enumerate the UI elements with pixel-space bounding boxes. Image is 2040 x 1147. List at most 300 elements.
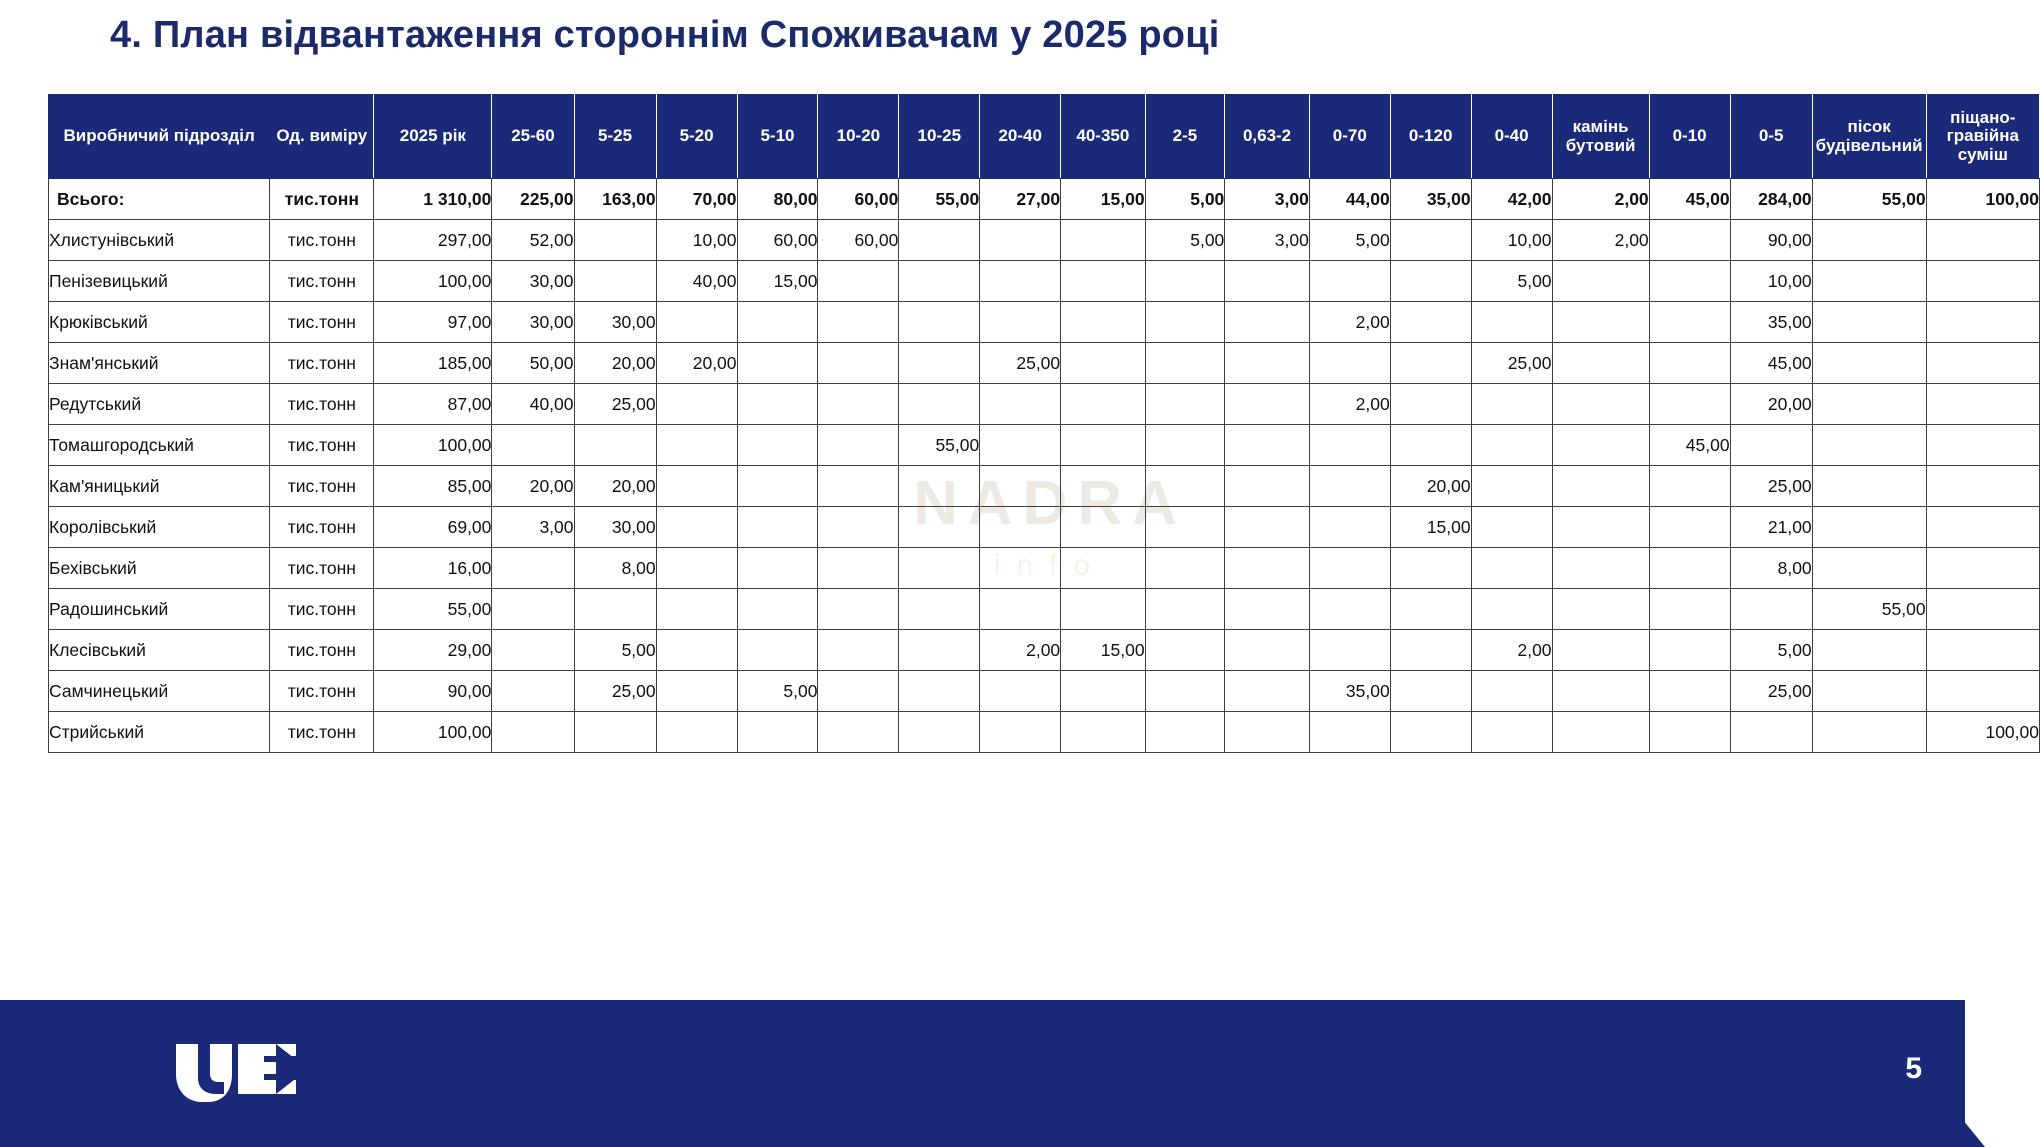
cell-value-17: 35,00 (1730, 302, 1812, 343)
cell-value-12: 2,00 (1309, 302, 1390, 343)
shipment-plan-table-wrapper (48, 94, 2040, 753)
cell-value-18: 55,00 (1812, 589, 1926, 630)
cell-value-9 (1061, 343, 1145, 384)
cell-value-16 (1649, 712, 1730, 753)
cell-value-16 (1649, 261, 1730, 302)
cell-value-3: 25,00 (574, 384, 656, 425)
cell-value-13 (1390, 712, 1471, 753)
cell-value-13: 35,00 (1390, 179, 1471, 220)
cell-value-19: 100,00 (1926, 179, 2039, 220)
cell-value-15 (1552, 343, 1649, 384)
cell-value-13: 15,00 (1390, 507, 1471, 548)
cell-value-14 (1471, 589, 1552, 630)
cell-value-1: 90,00 (374, 671, 492, 712)
cell-value-18 (1812, 343, 1926, 384)
cell-value-8: 27,00 (980, 179, 1061, 220)
cell-value-7 (899, 220, 980, 261)
cell-value-17: 284,00 (1730, 179, 1812, 220)
cell-value-11 (1225, 630, 1310, 671)
cell-value-7 (899, 589, 980, 630)
cell-value-11 (1225, 466, 1310, 507)
table-row (49, 425, 2040, 466)
cell-value-14 (1471, 425, 1552, 466)
cell-unit: тис.тонн (270, 466, 374, 507)
cell-value-4 (656, 302, 737, 343)
cell-value-15: 2,00 (1552, 179, 1649, 220)
cell-value-5 (737, 507, 818, 548)
cell-value-3: 163,00 (574, 179, 656, 220)
table-row (49, 343, 2040, 384)
cell-division-name: Бехівський (49, 548, 270, 589)
cell-value-3: 25,00 (574, 671, 656, 712)
cell-value-5 (737, 384, 818, 425)
cell-value-1: 29,00 (374, 630, 492, 671)
cell-value-7 (899, 384, 980, 425)
cell-value-8 (980, 261, 1061, 302)
cell-value-6 (818, 630, 899, 671)
cell-value-5: 15,00 (737, 261, 818, 302)
cell-division-name: Радошинський (49, 589, 270, 630)
cell-value-17: 20,00 (1730, 384, 1812, 425)
cell-value-17: 25,00 (1730, 466, 1812, 507)
cell-division-name: Томашгородський (49, 425, 270, 466)
cell-value-17: 25,00 (1730, 671, 1812, 712)
cell-value-15 (1552, 261, 1649, 302)
cell-value-8 (980, 220, 1061, 261)
table-row (49, 507, 2040, 548)
cell-value-11: 3,00 (1225, 220, 1310, 261)
cell-value-13 (1390, 384, 1471, 425)
col-header-10-20: 10-20 (818, 95, 899, 179)
cell-value-18 (1812, 220, 1926, 261)
cell-value-9 (1061, 384, 1145, 425)
cell-value-5 (737, 548, 818, 589)
cell-value-8 (980, 712, 1061, 753)
cell-value-4 (656, 466, 737, 507)
cell-value-9 (1061, 302, 1145, 343)
cell-value-3: 5,00 (574, 630, 656, 671)
cell-value-3: 8,00 (574, 548, 656, 589)
col-header-063-2: 0,63-2 (1225, 95, 1310, 179)
cell-value-8 (980, 548, 1061, 589)
cell-value-15 (1552, 384, 1649, 425)
cell-value-17: 45,00 (1730, 343, 1812, 384)
cell-value-12 (1309, 343, 1390, 384)
cell-value-19 (1926, 630, 2039, 671)
col-header-sand-gravel-mix: піщано-гравійна суміш (1926, 95, 2039, 179)
cell-value-4 (656, 425, 737, 466)
col-header-0-10: 0-10 (1649, 95, 1730, 179)
cell-value-1: 16,00 (374, 548, 492, 589)
cell-value-16 (1649, 302, 1730, 343)
cell-value-16: 45,00 (1649, 425, 1730, 466)
col-header-20-40: 20-40 (980, 95, 1061, 179)
cell-value-16 (1649, 671, 1730, 712)
cell-value-12 (1309, 712, 1390, 753)
cell-value-9 (1061, 507, 1145, 548)
cell-value-19 (1926, 261, 2039, 302)
cell-value-13 (1390, 630, 1471, 671)
col-header-0-40: 0-40 (1471, 95, 1552, 179)
cell-value-15 (1552, 671, 1649, 712)
cell-value-15 (1552, 589, 1649, 630)
cell-value-17 (1730, 589, 1812, 630)
cell-value-6: 60,00 (818, 179, 899, 220)
cell-value-13: 20,00 (1390, 466, 1471, 507)
cell-value-1: 87,00 (374, 384, 492, 425)
col-header-10-25: 10-25 (899, 95, 980, 179)
cell-unit: тис.тонн (270, 671, 374, 712)
cell-value-6 (818, 261, 899, 302)
cell-value-15 (1552, 507, 1649, 548)
cell-value-10: 5,00 (1145, 220, 1225, 261)
cell-value-10 (1145, 589, 1225, 630)
cell-value-13 (1390, 589, 1471, 630)
cell-value-1: 185,00 (374, 343, 492, 384)
cell-unit: тис.тонн (270, 712, 374, 753)
cell-unit: тис.тонн (270, 507, 374, 548)
cell-value-15 (1552, 302, 1649, 343)
cell-value-19 (1926, 384, 2039, 425)
cell-value-15 (1552, 548, 1649, 589)
cell-value-2: 30,00 (492, 302, 574, 343)
cell-value-6 (818, 507, 899, 548)
cell-value-5: 60,00 (737, 220, 818, 261)
cell-value-4: 40,00 (656, 261, 737, 302)
cell-value-4 (656, 630, 737, 671)
cell-value-14: 25,00 (1471, 343, 1552, 384)
cell-division-name: Редутський (49, 384, 270, 425)
cell-value-5 (737, 712, 818, 753)
cell-value-3 (574, 425, 656, 466)
cell-value-17: 8,00 (1730, 548, 1812, 589)
cell-value-16 (1649, 343, 1730, 384)
cell-value-18 (1812, 507, 1926, 548)
cell-unit: тис.тонн (270, 630, 374, 671)
cell-value-6 (818, 425, 899, 466)
table-row (49, 179, 2040, 220)
cell-division-name: Всього: (49, 179, 270, 220)
cell-value-10 (1145, 466, 1225, 507)
cell-value-18: 55,00 (1812, 179, 1926, 220)
cell-value-14: 10,00 (1471, 220, 1552, 261)
cell-value-18 (1812, 671, 1926, 712)
cell-value-18 (1812, 425, 1926, 466)
cell-value-7 (899, 343, 980, 384)
cell-value-11: 3,00 (1225, 179, 1310, 220)
table-row (49, 589, 2040, 630)
slide-footer (0, 1000, 2040, 1147)
cell-value-10 (1145, 343, 1225, 384)
cell-value-4 (656, 712, 737, 753)
cell-value-8: 25,00 (980, 343, 1061, 384)
cell-value-7 (899, 548, 980, 589)
cell-value-8 (980, 384, 1061, 425)
shipment-plan-table (48, 94, 2040, 753)
cell-value-14: 2,00 (1471, 630, 1552, 671)
cell-value-2: 52,00 (492, 220, 574, 261)
cell-value-4 (656, 507, 737, 548)
cell-value-7: 55,00 (899, 425, 980, 466)
cell-value-1: 55,00 (374, 589, 492, 630)
cell-value-10 (1145, 384, 1225, 425)
cell-value-1: 100,00 (374, 261, 492, 302)
cell-value-5 (737, 589, 818, 630)
cell-value-9 (1061, 589, 1145, 630)
cell-value-8 (980, 302, 1061, 343)
cell-value-19: 100,00 (1926, 712, 2039, 753)
table-row (49, 302, 2040, 343)
cell-value-5 (737, 302, 818, 343)
cell-value-7 (899, 302, 980, 343)
cell-value-8 (980, 671, 1061, 712)
cell-value-12: 2,00 (1309, 384, 1390, 425)
cell-value-1: 297,00 (374, 220, 492, 261)
cell-value-12 (1309, 630, 1390, 671)
cell-value-13 (1390, 548, 1471, 589)
table-row (49, 384, 2040, 425)
cell-value-5: 80,00 (737, 179, 818, 220)
cell-value-1: 97,00 (374, 302, 492, 343)
cell-value-13 (1390, 220, 1471, 261)
cell-unit: тис.тонн (270, 343, 374, 384)
cell-unit: тис.тонн (270, 384, 374, 425)
cell-value-16 (1649, 589, 1730, 630)
cell-value-2: 50,00 (492, 343, 574, 384)
cell-value-5 (737, 466, 818, 507)
cell-value-2: 40,00 (492, 384, 574, 425)
cell-value-12: 35,00 (1309, 671, 1390, 712)
cell-value-2 (492, 548, 574, 589)
cell-value-3: 20,00 (574, 466, 656, 507)
cell-division-name: Хлистунівський (49, 220, 270, 261)
cell-value-13 (1390, 302, 1471, 343)
table-row (49, 261, 2040, 302)
col-header-division: Виробничий підрозділ (49, 95, 270, 179)
cell-value-13 (1390, 671, 1471, 712)
cell-value-3: 30,00 (574, 302, 656, 343)
cell-value-11 (1225, 302, 1310, 343)
cell-value-14 (1471, 466, 1552, 507)
col-header-0-70: 0-70 (1309, 95, 1390, 179)
cell-value-17: 21,00 (1730, 507, 1812, 548)
cell-value-3 (574, 712, 656, 753)
cell-value-14 (1471, 671, 1552, 712)
col-header-25-60: 25-60 (492, 95, 574, 179)
col-header-year-2025: 2025 рік (374, 95, 492, 179)
cell-value-18 (1812, 384, 1926, 425)
cell-value-19 (1926, 343, 2039, 384)
cell-value-18 (1812, 548, 1926, 589)
cell-value-17 (1730, 712, 1812, 753)
cell-value-8 (980, 425, 1061, 466)
cell-value-14 (1471, 302, 1552, 343)
cell-unit: тис.тонн (270, 302, 374, 343)
cell-value-10 (1145, 507, 1225, 548)
cell-value-7 (899, 466, 980, 507)
cell-value-19 (1926, 548, 2039, 589)
cell-value-11 (1225, 507, 1310, 548)
cell-value-6 (818, 466, 899, 507)
col-header-0-120: 0-120 (1390, 95, 1471, 179)
cell-value-11 (1225, 548, 1310, 589)
cell-unit: тис.тонн (270, 548, 374, 589)
cell-value-2 (492, 671, 574, 712)
cell-value-9 (1061, 261, 1145, 302)
cell-value-9 (1061, 712, 1145, 753)
cell-value-19 (1926, 589, 2039, 630)
cell-unit: тис.тонн (270, 589, 374, 630)
cell-value-10 (1145, 302, 1225, 343)
cell-value-3: 30,00 (574, 507, 656, 548)
cell-value-17: 5,00 (1730, 630, 1812, 671)
cell-value-14 (1471, 548, 1552, 589)
cell-value-18 (1812, 261, 1926, 302)
cell-value-4: 70,00 (656, 179, 737, 220)
cell-value-2 (492, 630, 574, 671)
cell-value-1: 69,00 (374, 507, 492, 548)
table-row (49, 466, 2040, 507)
cell-value-14 (1471, 712, 1552, 753)
col-header-2-5: 2-5 (1145, 95, 1225, 179)
cell-value-12 (1309, 466, 1390, 507)
table-row (49, 671, 2040, 712)
cell-value-11 (1225, 589, 1310, 630)
table-row (49, 548, 2040, 589)
cell-value-11 (1225, 261, 1310, 302)
col-header-5-20: 5-20 (656, 95, 737, 179)
cell-value-8 (980, 507, 1061, 548)
cell-value-4: 10,00 (656, 220, 737, 261)
cell-value-4 (656, 548, 737, 589)
cell-value-7 (899, 712, 980, 753)
cell-value-10: 5,00 (1145, 179, 1225, 220)
cell-value-10 (1145, 261, 1225, 302)
cell-value-19 (1926, 466, 2039, 507)
cell-value-1: 100,00 (374, 712, 492, 753)
cell-division-name: Крюківський (49, 302, 270, 343)
cell-value-18 (1812, 466, 1926, 507)
cell-value-9 (1061, 548, 1145, 589)
cell-value-15 (1552, 425, 1649, 466)
cell-value-14: 42,00 (1471, 179, 1552, 220)
cell-value-9: 15,00 (1061, 179, 1145, 220)
cell-value-2 (492, 589, 574, 630)
cell-value-3 (574, 220, 656, 261)
cell-division-name: Кам'яницький (49, 466, 270, 507)
cell-value-9 (1061, 466, 1145, 507)
cell-division-name: Стрийський (49, 712, 270, 753)
cell-value-1: 1 310,00 (374, 179, 492, 220)
watermark-sub-text: info (993, 549, 1107, 582)
cell-value-4 (656, 671, 737, 712)
cell-value-14 (1471, 384, 1552, 425)
page-title: 4. План відвантаження стороннім Споживачам у 2025 році (110, 14, 1220, 56)
cell-unit: тис.тонн (270, 220, 374, 261)
cell-value-4: 20,00 (656, 343, 737, 384)
col-header-5-10: 5-10 (737, 95, 818, 179)
cell-value-12 (1309, 507, 1390, 548)
cell-division-name: Знам'янський (49, 343, 270, 384)
col-header-rubble-stone: камінь бутовий (1552, 95, 1649, 179)
cell-value-6 (818, 712, 899, 753)
cell-value-1: 85,00 (374, 466, 492, 507)
cell-value-9: 15,00 (1061, 630, 1145, 671)
cell-value-9 (1061, 671, 1145, 712)
cell-value-10 (1145, 712, 1225, 753)
cell-value-19 (1926, 302, 2039, 343)
col-header-0-5: 0-5 (1730, 95, 1812, 179)
cell-value-12 (1309, 589, 1390, 630)
cell-unit: тис.тонн (270, 179, 374, 220)
cell-value-8 (980, 466, 1061, 507)
cell-value-7 (899, 261, 980, 302)
cell-value-3 (574, 589, 656, 630)
cell-value-16 (1649, 220, 1730, 261)
cell-value-2 (492, 712, 574, 753)
cell-value-6 (818, 548, 899, 589)
cell-value-5 (737, 343, 818, 384)
table-header-row (49, 95, 2040, 179)
uz-logo (172, 1038, 312, 1108)
watermark-main-text: NADRA (913, 469, 1187, 538)
cell-value-7 (899, 507, 980, 548)
cell-value-7: 55,00 (899, 179, 980, 220)
cell-value-2: 3,00 (492, 507, 574, 548)
cell-value-12 (1309, 548, 1390, 589)
cell-value-2: 30,00 (492, 261, 574, 302)
cell-value-13 (1390, 343, 1471, 384)
cell-value-9 (1061, 220, 1145, 261)
cell-value-10 (1145, 548, 1225, 589)
cell-value-19 (1926, 425, 2039, 466)
cell-value-14 (1471, 507, 1552, 548)
cell-division-name: Пенізевицький (49, 261, 270, 302)
cell-value-4 (656, 589, 737, 630)
cell-value-16 (1649, 548, 1730, 589)
cell-unit: тис.тонн (270, 261, 374, 302)
page-number: 5 (1905, 1052, 1922, 1085)
cell-value-18 (1812, 712, 1926, 753)
cell-unit: тис.тонн (270, 425, 374, 466)
cell-value-15: 2,00 (1552, 220, 1649, 261)
cell-value-8 (980, 589, 1061, 630)
cell-value-19 (1926, 671, 2039, 712)
cell-value-18 (1812, 302, 1926, 343)
cell-value-6 (818, 302, 899, 343)
table-row (49, 220, 2040, 261)
cell-value-15 (1552, 712, 1649, 753)
cell-value-12 (1309, 261, 1390, 302)
cell-division-name: Самчинецький (49, 671, 270, 712)
cell-value-3 (574, 261, 656, 302)
cell-value-4 (656, 384, 737, 425)
cell-division-name: Королівський (49, 507, 270, 548)
col-header-construction-sand: пісок будівельний (1812, 95, 1926, 179)
cell-value-6 (818, 671, 899, 712)
cell-value-15 (1552, 630, 1649, 671)
cell-value-6 (818, 384, 899, 425)
cell-value-2 (492, 425, 574, 466)
cell-value-6 (818, 343, 899, 384)
cell-value-12: 44,00 (1309, 179, 1390, 220)
col-header-unit: Од. виміру (270, 95, 374, 179)
cell-value-5 (737, 630, 818, 671)
col-header-40-350: 40-350 (1061, 95, 1145, 179)
cell-value-17: 10,00 (1730, 261, 1812, 302)
cell-value-16: 45,00 (1649, 179, 1730, 220)
cell-value-10 (1145, 671, 1225, 712)
